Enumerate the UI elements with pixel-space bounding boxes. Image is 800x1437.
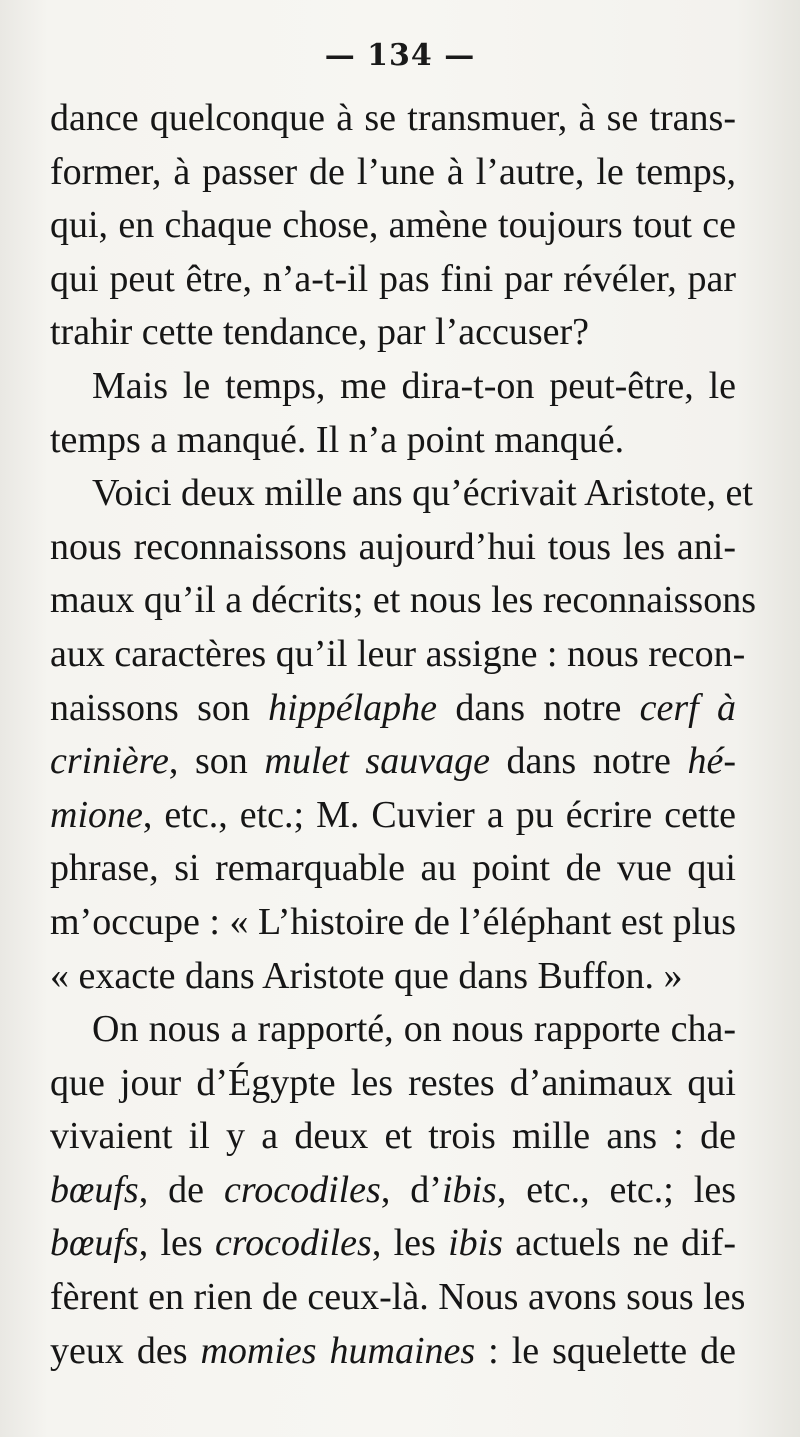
- text-segment: , etc., etc.; les: [496, 1168, 736, 1211]
- text-line: [50, 896, 736, 950]
- text-segment: temps a manqué. Il n’a point manqué.: [50, 418, 625, 461]
- text-segment: , de: [138, 1168, 224, 1211]
- text-segment: Mais le temps, me dira-t-on peut-être, le: [92, 364, 736, 407]
- text-segment: actuels ne dif-: [502, 1222, 736, 1265]
- text-line: [50, 253, 736, 307]
- body-text: [50, 92, 757, 1378]
- text-line: [50, 92, 736, 146]
- italic-term: ibis: [448, 1222, 503, 1265]
- italic-term: hé-: [687, 740, 736, 783]
- italic-term: crinière: [50, 740, 169, 783]
- italic-term: bœufs: [50, 1222, 139, 1265]
- italic-term: momies humaines: [200, 1329, 476, 1372]
- text-line: [50, 306, 736, 360]
- text-segment: dance quelconque à se transmuer, à se trans-: [50, 97, 736, 139]
- text-line: [50, 146, 736, 200]
- text-segment: phrase, si remarquable au point de vue qui: [50, 847, 736, 890]
- text-segment: Voici deux mille ans qu’écrivait Aristote, et: [92, 472, 753, 515]
- text-segment: maux qu’il a décrits; et nous les reconnaissons: [50, 579, 757, 622]
- text-line: [50, 521, 736, 575]
- italic-term: mulet sauvage: [264, 740, 490, 783]
- page-number: — 134 —: [324, 38, 476, 73]
- text-segment: dans notre: [489, 740, 688, 783]
- italic-term: ibis: [441, 1168, 497, 1211]
- text-segment: , etc., etc.; M. Cuvier a pu écrire cette: [142, 793, 736, 836]
- text-line: [50, 199, 736, 253]
- text-segment: : le squelette de: [475, 1329, 736, 1372]
- text-segment: nous reconnaissons aujourd’hui tous les ani-: [50, 525, 736, 568]
- italic-term: cerf à: [639, 686, 737, 729]
- text-segment: fèrent en rien de ceux-là. Nous avons sous les: [50, 1276, 746, 1319]
- text-segment: On nous a rapporté, on nous rapporte cha-: [92, 1008, 736, 1051]
- italic-term: crocodiles: [223, 1168, 381, 1211]
- text-segment: naissons son: [50, 686, 269, 729]
- text-line: [50, 360, 736, 414]
- text-line: [50, 1003, 736, 1057]
- text-line: [50, 682, 736, 736]
- text-line: [50, 574, 757, 628]
- text-segment: vivaient il y a deux et trois mille ans : de: [50, 1115, 736, 1158]
- text-line: [50, 628, 746, 682]
- text-segment: aux caractères qu’il leur assigne : nous recon-: [50, 632, 746, 675]
- text-segment: former, à passer de l’une à l’autre, le temps,: [50, 150, 736, 193]
- text-line: [50, 1110, 736, 1164]
- text-line: [50, 842, 736, 896]
- text-segment: , les: [138, 1222, 215, 1265]
- text-segment: yeux des: [50, 1329, 201, 1372]
- text-line: [50, 414, 736, 468]
- text-line: [50, 950, 736, 1004]
- text-segment: , son: [168, 740, 265, 783]
- text-line: [50, 789, 736, 843]
- text-line: [50, 1271, 746, 1325]
- text-line: [50, 735, 736, 789]
- text-line: [50, 467, 753, 521]
- text-line: [50, 1325, 736, 1379]
- italic-term: hippélaphe: [268, 686, 438, 729]
- text-segment: trahir cette tendance, par l’accuser?: [50, 311, 590, 354]
- text-segment: , les: [371, 1222, 449, 1265]
- italic-term: mione: [50, 793, 143, 836]
- text-line: [50, 1217, 736, 1271]
- text-segment: que jour d’Égypte les restes d’animaux qui: [50, 1061, 736, 1104]
- text-segment: dans notre: [437, 686, 640, 729]
- italic-term: bœufs: [50, 1168, 139, 1211]
- text-segment: qui peut être, n’a-t-il pas fini par révéler, par: [50, 257, 736, 300]
- text-segment: , d’: [380, 1168, 442, 1211]
- text-segment: qui, en chaque chose, amène toujours tout ce: [50, 204, 736, 247]
- italic-term: crocodiles: [214, 1222, 372, 1265]
- text-line: [50, 1164, 736, 1218]
- text-segment: m’occupe : « L’histoire de l’éléphant est plus: [50, 900, 736, 943]
- text-line: [50, 1057, 736, 1111]
- text-segment: « exacte dans Aristote que dans Buffon. »: [50, 954, 683, 997]
